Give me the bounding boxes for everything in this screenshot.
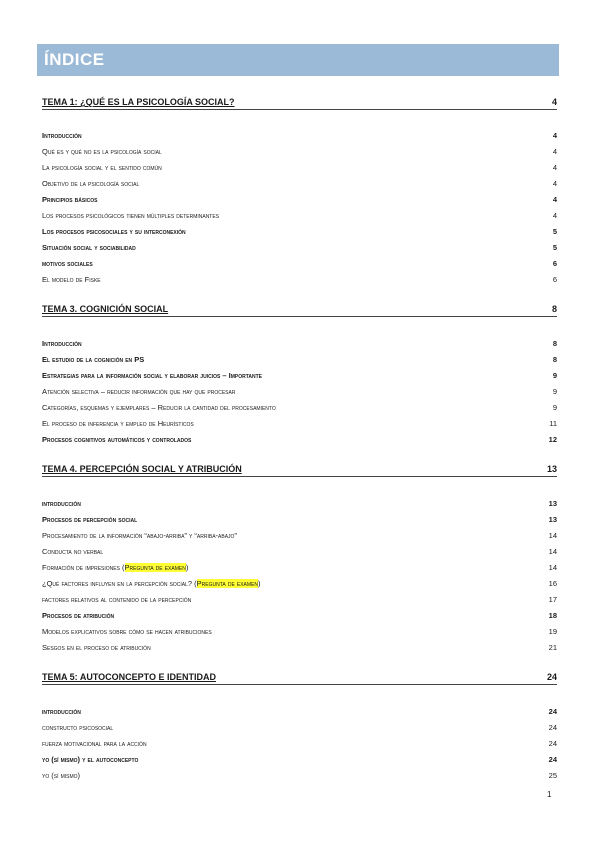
toc-entry-text: El estudio de la cognición en PS (42, 354, 145, 364)
section-heading-text: TEMA 1: ¿QUÉ ES LA PSICOLOGÍA SOCIAL? (42, 97, 235, 107)
toc-entry-page: 9 (552, 402, 557, 412)
toc-entry-page: 24 (548, 754, 557, 764)
toc-entry-text: factores relativos al contenido de la percepción (42, 594, 192, 604)
toc-entry-page: 9 (552, 386, 557, 396)
toc-entry-page: 9 (552, 370, 557, 380)
toc-entry-text: motivos sociales (42, 258, 93, 268)
toc-entry[interactable] (42, 130, 557, 141)
section-page-number: 24 (546, 672, 557, 682)
toc-entry-page: 6 (552, 258, 557, 268)
toc-entry-page: 21 (548, 642, 557, 652)
toc-entry-text: Conducta no verbal (42, 546, 104, 556)
toc-entry[interactable] (42, 242, 557, 253)
toc-entry-text: Los procesos psicológicos tienen múltiples determinantes (42, 210, 220, 220)
toc-entry-page: 14 (548, 530, 557, 540)
toc-entry[interactable] (42, 386, 557, 397)
toc-entry-page: 4 (552, 162, 557, 172)
toc-entry-page: 24 (548, 707, 557, 716)
toc-entry-text: fuerza motivacional para la acción (42, 738, 147, 748)
section-page-number: 8 (551, 304, 557, 314)
toc-entry[interactable] (42, 722, 557, 733)
toc-entry[interactable] (42, 770, 557, 781)
toc-entry-page: 18 (548, 610, 557, 620)
section-heading[interactable] (42, 672, 557, 685)
index-title-banner (37, 44, 559, 76)
toc-entry-page: 5 (552, 242, 557, 252)
toc-entry-text: Situación social y sociabilidad (42, 242, 136, 252)
toc-entry[interactable] (42, 434, 557, 445)
toc-entry-text: Los procesos psicosociales y su interconexión (42, 226, 186, 236)
toc-entry-text: Procesos de percepción social (42, 515, 138, 524)
index-title: ÍNDICE (44, 50, 105, 69)
toc-entry[interactable] (42, 514, 557, 525)
toc-entry[interactable] (42, 578, 557, 589)
toc-entry-text: ¿Qué factores influyen en la percepción social? (Pregunta de examen) (42, 578, 261, 588)
section-heading[interactable] (42, 464, 557, 477)
toc-entry-page: 4 (552, 210, 557, 220)
section-heading-text: TEMA 5: AUTOCONCEPTO E IDENTIDAD (42, 672, 217, 682)
exam-question-highlight: Pregunta de examen (196, 578, 258, 588)
toc-entry-page: 17 (548, 594, 557, 604)
toc-entry-text: Sesgos en el proceso de atribución (42, 642, 151, 652)
toc-entry-page: 16 (548, 578, 557, 588)
toc-entry[interactable] (42, 194, 557, 205)
toc-entry-text: Principios básicos (42, 194, 98, 204)
toc-entry[interactable] (42, 402, 557, 413)
toc-entry-page: 6 (552, 274, 557, 284)
toc-entry-page: 13 (548, 515, 557, 524)
toc-entry[interactable] (42, 354, 557, 365)
toc-entry-text: Introducción (42, 131, 82, 140)
toc-entry-page: 19 (548, 626, 557, 636)
toc-entry-text: Estrategias para la información social y elaborar juicios – Importante (42, 370, 263, 380)
toc-entry-text: introducción (42, 499, 81, 508)
exam-question-highlight: Pregunta de examen (124, 562, 186, 572)
toc-entry-page: 4 (552, 178, 557, 188)
toc-entry-page: 11 (549, 418, 557, 428)
toc-entry-page: 8 (552, 354, 557, 364)
toc-entry-text: Introducción (42, 339, 82, 348)
toc-entry-page: 14 (548, 546, 557, 556)
toc-entry[interactable] (42, 210, 557, 221)
toc-entry-text: Atención selectiva – reducir información que hay que procesar (42, 386, 236, 396)
toc-entry[interactable] (42, 562, 557, 573)
section-page-number: 13 (546, 464, 557, 474)
toc-entry[interactable] (42, 226, 557, 237)
toc-entry[interactable] (42, 274, 557, 285)
toc-entry[interactable] (42, 594, 557, 605)
toc-entry[interactable] (42, 146, 557, 157)
toc-entry-page: 24 (548, 738, 557, 748)
toc-entry[interactable] (42, 706, 557, 717)
toc-entry[interactable] (42, 626, 557, 637)
toc-entry-text: Categorías, esquemas y ejemplares – Reducir la cantidad del procesamiento (42, 402, 276, 412)
toc-entry[interactable] (42, 162, 557, 173)
toc-entry[interactable] (42, 338, 557, 349)
toc-entry-text: constructo psicosocial (42, 723, 114, 732)
toc-entry-page: 24 (548, 723, 557, 732)
toc-entry[interactable] (42, 738, 557, 749)
toc-entry-page: 13 (548, 499, 557, 508)
toc-entry-text: Procesos de atribución (42, 610, 115, 620)
toc-entry-text: Procesos cognitivos automáticos y controlados (42, 434, 192, 444)
toc-entry-text: yo (sí mismo) y el autoconcepto (42, 754, 139, 764)
toc-entry[interactable] (42, 530, 557, 541)
toc-entry-page: 4 (552, 131, 557, 140)
toc-entry[interactable] (42, 642, 557, 653)
toc-entry-text: introducción (42, 707, 81, 716)
toc-entry-page: 4 (552, 146, 557, 156)
toc-entry-text: El modelo de Fiske (42, 274, 101, 284)
toc-entry-page: 5 (552, 226, 557, 236)
toc-entry[interactable] (42, 610, 557, 621)
toc-entry[interactable] (42, 418, 557, 429)
toc-entry[interactable] (42, 178, 557, 189)
toc-entry-page: 14 (548, 562, 557, 572)
toc-entry[interactable] (42, 498, 557, 509)
section-page-number: 4 (551, 97, 557, 107)
toc-entry-text: El proceso de inferencia y empleo de Heurísticos (42, 418, 194, 428)
page-number: 1 (547, 790, 552, 799)
toc-entry[interactable] (42, 258, 557, 269)
section-heading-text: TEMA 4. PERCEPCIÓN SOCIAL Y ATRIBUCIÓN (42, 464, 242, 474)
toc-entry-text: Qué es y qué no es la psicología social (42, 146, 162, 156)
toc-entry-text: La psicología social y el sentido común (42, 162, 162, 172)
toc-entry-text: Objetivo de la psicología social (42, 178, 140, 188)
toc-entry-page: 8 (552, 339, 557, 348)
toc-entry-text: Formación de impresiones (Pregunta de examen) (42, 562, 189, 572)
toc-entry[interactable] (42, 754, 557, 765)
toc-entry-text: Modelos explicativos sobre cómo se hacen atribuciones (42, 626, 212, 636)
toc-entry-page: 12 (548, 434, 557, 444)
toc-entry-page: 25 (548, 770, 557, 780)
section-heading[interactable] (42, 304, 557, 317)
section-heading-text: TEMA 3. COGNICIÓN SOCIAL (42, 304, 169, 314)
toc-entry[interactable] (42, 370, 557, 381)
toc-entry[interactable] (42, 546, 557, 557)
toc-entry-text: yo (sí mismo) (42, 770, 81, 780)
section-heading[interactable] (42, 97, 557, 110)
toc-entry-text: Procesamiento de la información “abajo-arriba” y “arriba-abajo” (42, 530, 237, 540)
toc-entry-page: 4 (552, 194, 557, 204)
